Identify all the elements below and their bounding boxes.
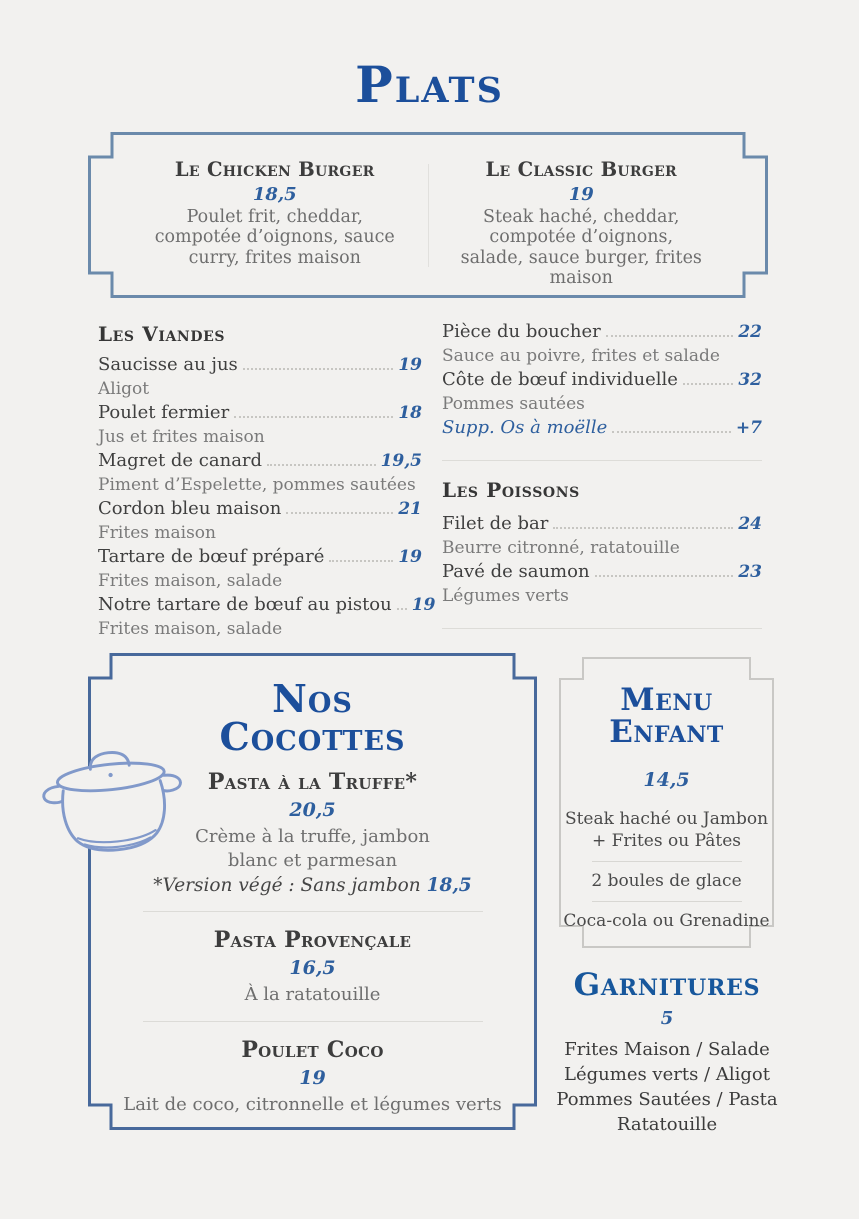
item-divider	[592, 901, 742, 902]
menu-enfant-item: 2 boules de glace	[591, 870, 742, 891]
item-price: 23	[738, 562, 762, 582]
garnitures-section	[537, 967, 797, 1137]
dotted-leader	[397, 608, 407, 610]
item-price: 19	[398, 355, 422, 375]
item-price: 18	[398, 403, 422, 423]
item-name: Poulet fermier	[98, 402, 230, 423]
item-description: À la ratatouille	[244, 983, 381, 1005]
item-sub: Jus et frites maison	[98, 427, 265, 447]
item-sub: Légumes verts	[442, 586, 569, 606]
item-note-price: 18,5	[426, 874, 472, 896]
section-divider	[442, 460, 762, 461]
menu-enfant-item: Coca-cola ou Grenadine	[563, 911, 770, 932]
item-price: 16,5	[289, 956, 336, 979]
burger-columns	[88, 132, 768, 298]
item-divider	[143, 911, 483, 912]
burger-item	[122, 158, 428, 298]
viandes-section	[98, 322, 436, 641]
page-title: Plats	[355, 55, 504, 114]
item-name: Le Chicken Burger	[174, 158, 375, 181]
cocotte-item	[88, 769, 537, 896]
dotted-leader	[267, 464, 376, 466]
dotted-leader	[286, 512, 393, 514]
item-sub: Beurre citronné, ratatouille	[442, 538, 680, 558]
menu-item	[442, 368, 762, 416]
item-line: + Frites ou Pâtes	[591, 830, 742, 851]
item-price: 19	[411, 595, 436, 615]
menu-item	[442, 512, 762, 560]
cocottes-title-line1: Nos	[272, 676, 353, 721]
menu-enfant-title-line2: Enfant	[609, 714, 724, 751]
burger-item	[429, 158, 735, 298]
item-name: Pasta à la Truffe*	[207, 769, 418, 795]
item-price: 19,5	[380, 451, 422, 471]
dotted-leader	[606, 335, 734, 337]
dotted-leader	[243, 368, 394, 370]
menu-item	[98, 449, 422, 497]
garniture-line: Légumes verts / Aligot	[564, 1064, 770, 1085]
dotted-leader	[553, 527, 733, 529]
item-price: 19	[568, 184, 594, 205]
menu-item	[98, 497, 422, 545]
item-name: Cordon bleu maison	[98, 498, 282, 519]
item-name: Notre tartare de bœuf au pistou	[98, 594, 392, 615]
item-description: Crème à la truffe, jambon blanc et parmesan	[195, 826, 430, 871]
item-name: Pièce du boucher	[442, 321, 601, 342]
item-description: Lait de coco, citronnelle et légumes verts	[123, 1094, 502, 1116]
menu-item	[98, 593, 436, 641]
cocottes-box	[88, 653, 537, 1130]
item-divider	[592, 861, 742, 862]
viandes-right-and-poissons-section	[442, 320, 762, 646]
burgers-box	[88, 132, 768, 298]
dotted-leader	[234, 416, 393, 418]
item-price: +7	[735, 418, 762, 438]
dotted-leader	[329, 560, 393, 562]
dotted-leader	[683, 383, 733, 385]
cocotte-item	[88, 1037, 537, 1117]
menu-item	[98, 545, 422, 593]
menu-item	[98, 401, 422, 449]
cocottes-title-line2: Cocottes	[219, 714, 406, 759]
item-price: 19	[299, 1067, 326, 1090]
garniture-line: Frites Maison / Salade	[564, 1039, 770, 1060]
item-note	[88, 875, 537, 896]
item-line: Steak haché ou Jambon	[564, 809, 769, 830]
cocotte-item	[88, 927, 537, 1007]
item-sub: Sauce au poivre, frites et salade	[442, 346, 720, 366]
item-name: Pasta Provençale	[213, 926, 412, 953]
garniture-line: Pommes Sautées / Pasta	[556, 1089, 778, 1110]
item-name: Pavé de saumon	[442, 561, 590, 582]
item-name: Tartare de bœuf préparé	[98, 546, 325, 567]
item-name: Poulet Coco	[241, 1037, 384, 1064]
item-name: Le Classic Burger	[485, 158, 677, 181]
item-name: Côte de bœuf individuelle	[442, 369, 678, 390]
section-title: Les Poissons	[442, 478, 580, 502]
item-name: Magret de canard	[98, 450, 263, 471]
garnitures-price: 5	[660, 1008, 674, 1029]
item-sub: Aligot	[98, 379, 150, 399]
section-title: Garnitures	[573, 967, 761, 1003]
menu-enfant-box	[559, 657, 774, 948]
item-price: 20,5	[289, 799, 336, 821]
menu-enfant-price: 14,5	[643, 769, 690, 792]
item-description: Steak haché, cheddar, compotée d’oignons, salade, sauce burger, frites maison	[460, 207, 702, 288]
cocottes-content	[88, 653, 537, 1130]
item-sub: Frites maison, salade	[98, 571, 283, 591]
item-sub: Frites maison, salade	[98, 619, 283, 639]
menu-enfant-title	[559, 682, 774, 751]
dotted-leader	[595, 575, 734, 577]
menu-enfant-content	[559, 657, 774, 948]
menu-enfant-title-line1: Menu	[620, 682, 713, 718]
item-sub: Frites maison	[98, 523, 216, 543]
menu-item	[98, 353, 422, 401]
item-note-text: *Version végé : Sans jambon	[153, 874, 421, 896]
dotted-leader	[612, 431, 731, 433]
menu-item	[442, 320, 762, 368]
item-price: 32	[738, 370, 762, 390]
item-sub: Pommes sautées	[442, 394, 585, 414]
item-name: Saucisse au jus	[98, 354, 238, 375]
menu-item	[442, 560, 762, 608]
menu-enfant-item	[559, 809, 774, 852]
item-price: 22	[738, 322, 762, 342]
garniture-line: Ratatouille	[616, 1114, 718, 1135]
item-price: 19	[398, 547, 422, 567]
item-price: 24	[738, 514, 762, 534]
item-name: Supp. Os à moëlle	[442, 417, 608, 438]
cocottes-title	[88, 676, 537, 759]
section-divider	[442, 628, 762, 629]
item-divider	[143, 1021, 483, 1022]
item-price: 21	[398, 499, 422, 519]
item-description: Poulet frit, cheddar, compotée d’oignons, sauce curry, frites maison	[154, 207, 395, 268]
item-price: 18,5	[252, 184, 297, 205]
section-title: Les Viandes	[98, 322, 226, 346]
item-sub: Piment d’Espelette, pommes sautées	[98, 475, 416, 495]
item-name: Filet de bar	[442, 513, 549, 534]
menu-item-supplement	[442, 416, 762, 440]
